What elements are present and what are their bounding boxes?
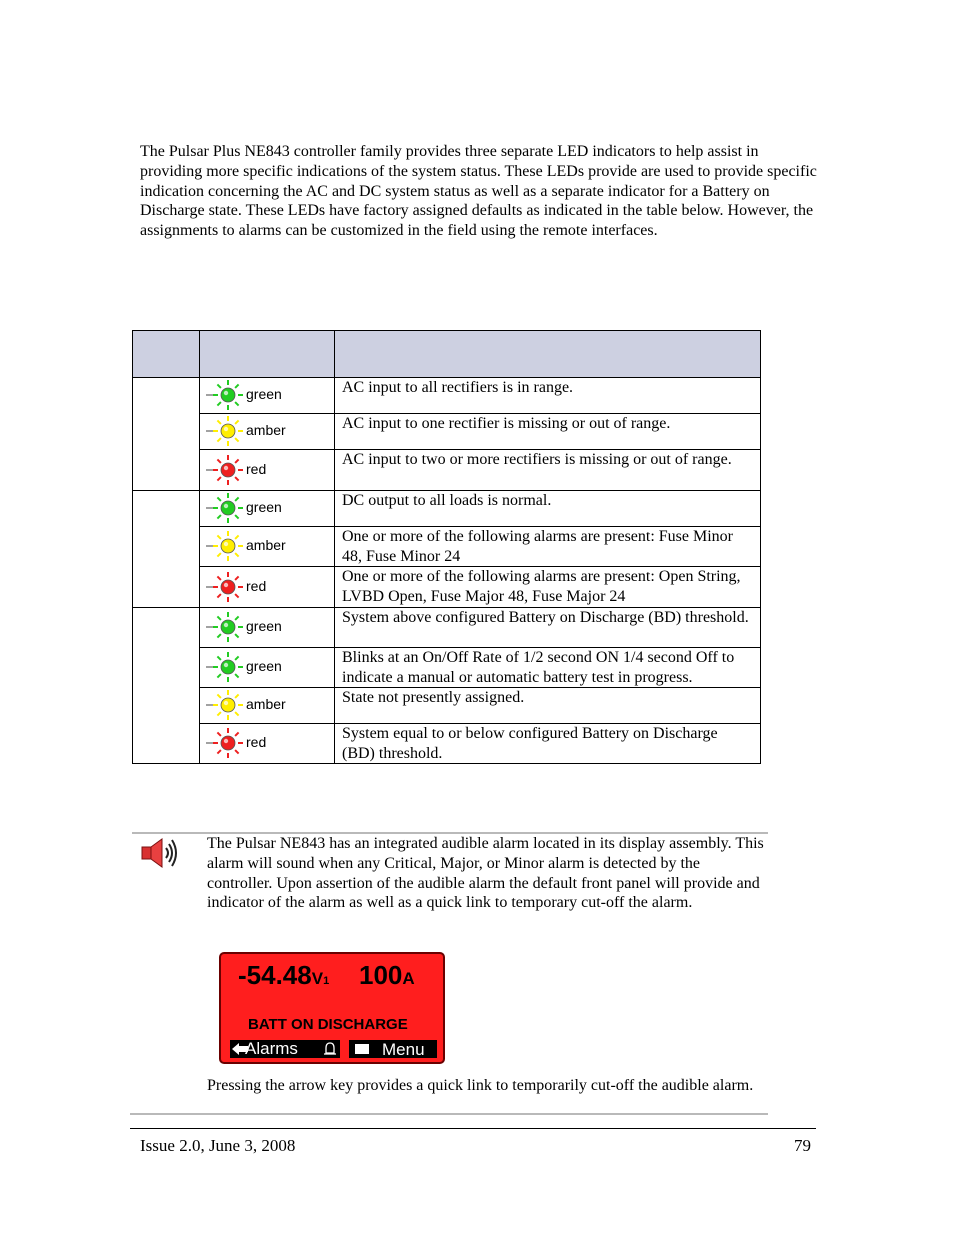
- led-color-label: amber: [246, 537, 286, 553]
- led-color-label: green: [246, 618, 282, 634]
- led-red-icon: [206, 452, 250, 488]
- led-color-label: red: [246, 577, 267, 594]
- led-color-label: red: [246, 460, 267, 477]
- arrow-key-note: Pressing the arrow key provides a quick link to temporarily cut-off the audible alarm.: [207, 1077, 754, 1094]
- note-bottom-rule: [130, 1113, 768, 1115]
- led-description: System above configured Battery on Discharge (BD) threshold.: [342, 609, 749, 626]
- led-indicator: [206, 490, 311, 526]
- footer-issue: Issue 2.0, June 3, 2008: [140, 1136, 296, 1155]
- front-panel-display: [219, 952, 445, 1064]
- led-amber-icon: [206, 687, 250, 723]
- led-indicator-table: [132, 330, 761, 764]
- led-color-label: red: [246, 734, 267, 750]
- led-color-label: green: [246, 386, 282, 402]
- led-green-icon: [206, 609, 250, 645]
- led-indicator: [206, 569, 311, 605]
- status-text: BATT ON DISCHARGE: [248, 1016, 408, 1033]
- bell-icon: [322, 1041, 338, 1057]
- led-description: State not presently assigned.: [342, 689, 525, 706]
- led-red-icon: [206, 725, 250, 761]
- footer-rule: [130, 1128, 816, 1129]
- led-description: One or more of the following alarms are present: Open String, LVBD Open, Fuse Major 48, Fuse Major 24: [342, 568, 741, 605]
- alarms-softkey[interactable]: Alarms: [230, 1040, 340, 1058]
- led-green-icon: [206, 377, 250, 413]
- table-header: [133, 331, 760, 378]
- column-divider: [334, 331, 335, 763]
- led-description: AC input to two or more rectifiers is missing or out of range.: [342, 451, 732, 468]
- led-indicator: [206, 687, 311, 723]
- led-description: AC input to all rectifiers is in range.: [342, 379, 574, 396]
- led-color-label: amber: [246, 696, 286, 712]
- led-description: AC input to one rectifier is missing or out of range.: [342, 415, 671, 432]
- page-number: 79: [794, 1136, 811, 1155]
- led-indicator: [206, 413, 311, 449]
- led-red-icon: [206, 569, 250, 605]
- led-color-label: green: [246, 499, 282, 515]
- led-indicator: [206, 377, 311, 413]
- led-color-label: green: [246, 658, 282, 674]
- intro-paragraph: The Pulsar Plus NE843 controller family provides three separate LED indicators to help assist in providing more specific indications of the system status. These LEDs provide are used to provide specific indication concerning the AC and DC system status as well as a separate indicator for a Battery on Discharge state. These LEDs have factory assigned defaults as indicated in the table below. However, the assignments to alarms can be customized in the field using the remote interfaces.: [140, 143, 817, 240]
- led-color-label: amber: [246, 422, 286, 438]
- led-indicator: [206, 609, 311, 645]
- led-description: System equal to or below configured Battery on Discharge (BD) threshold.: [342, 725, 718, 762]
- voltage-readout: -54.48V1: [238, 960, 330, 990]
- audible-alarm-note: The Pulsar NE843 has an integrated audible alarm located in its display assembly. This alarm will sound when any Critical, Major, or Minor alarm is detected by the controller. Upon assertion of the audible alarm the default front panel will provide and indicator of the alarm as well as a quick link to temporary cut-off the alarm.: [207, 835, 764, 912]
- led-description: Blinks at an On/Off Rate of 1/2 second ON 1/4 second Off to indicate a manual or automatic battery test in progress.: [342, 649, 735, 686]
- led-green-icon: [206, 490, 250, 526]
- led-amber-icon: [206, 528, 250, 564]
- led-amber-icon: [206, 413, 250, 449]
- current-readout: 100A: [359, 960, 415, 990]
- column-divider: [199, 331, 200, 763]
- enter-key-icon: [355, 1044, 369, 1054]
- led-indicator: [206, 649, 311, 685]
- menu-softkey[interactable]: Menu: [349, 1040, 437, 1058]
- speaker-icon: [140, 836, 182, 877]
- led-description: One or more of the following alarms are present: Fuse Minor 48, Fuse Minor 24: [342, 528, 734, 565]
- led-indicator: [206, 528, 311, 564]
- led-indicator: [206, 725, 311, 761]
- led-green-icon: [206, 649, 250, 685]
- led-indicator: [206, 452, 311, 488]
- led-description: DC output to all loads is normal.: [342, 492, 552, 509]
